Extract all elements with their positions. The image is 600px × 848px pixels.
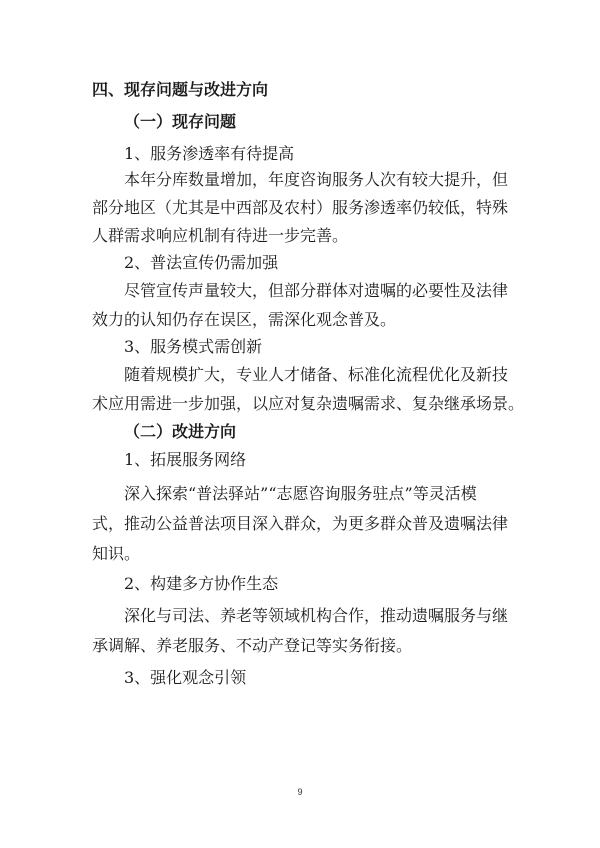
item-heading: 3、服务模式需创新 [124,337,263,356]
item-heading: 2、构建多方协作生态 [124,574,279,593]
paragraph-line: 人群需求响应机制有待进一步完善。 [92,226,349,245]
item-heading: 3、强化观念引领 [124,668,247,687]
paragraph-line: 知识。 [92,544,141,563]
section-title: 四、现存问题与改进方向 [92,80,269,99]
paragraph-line: 深入探索“普法驿站”“志愿咨询服务驻点”等灵活模 [124,484,477,503]
paragraph-line: 随着规模扩大，专业人才储备、标准化流程优化及新技 [124,365,509,384]
paragraph-line: 术应用需进一步加强，以应对复杂遗嘱需求、复杂继承场景。 [92,394,525,413]
paragraph-line: 部分地区（尤其是中西部及农村）服务渗透率仍较低，特殊 [92,198,509,217]
paragraph-line: 尽管宣传声量较大，但部分群体对遗嘱的必要性及法律 [124,281,509,300]
item-heading: 2、普法宣传仍需加强 [124,253,279,272]
paragraph-line: 本年分库数量增加，年度咨询服务人次有较大提升，但 [124,170,509,189]
subsection-title-problems: （一）现存问题 [124,112,237,131]
page-number: 9 [297,787,303,797]
paragraph-line: 深化与司法、养老等领域机构合作，推动遗嘱服务与继 [124,606,509,625]
paragraph-line: 式，推动公益普法项目深入群众，为更多群众普及遗嘱法律 [92,514,509,533]
paragraph-line: 承调解、养老服务、不动产登记等实务衔接。 [92,636,413,655]
subsection-title-improvements: （二）改进方向 [124,422,237,441]
item-heading: 1、拓展服务网络 [124,450,247,469]
item-heading: 1、服务渗透率有待提高 [124,144,295,163]
paragraph-line: 效力的认知仍存在误区，需深化观念普及。 [92,310,397,329]
